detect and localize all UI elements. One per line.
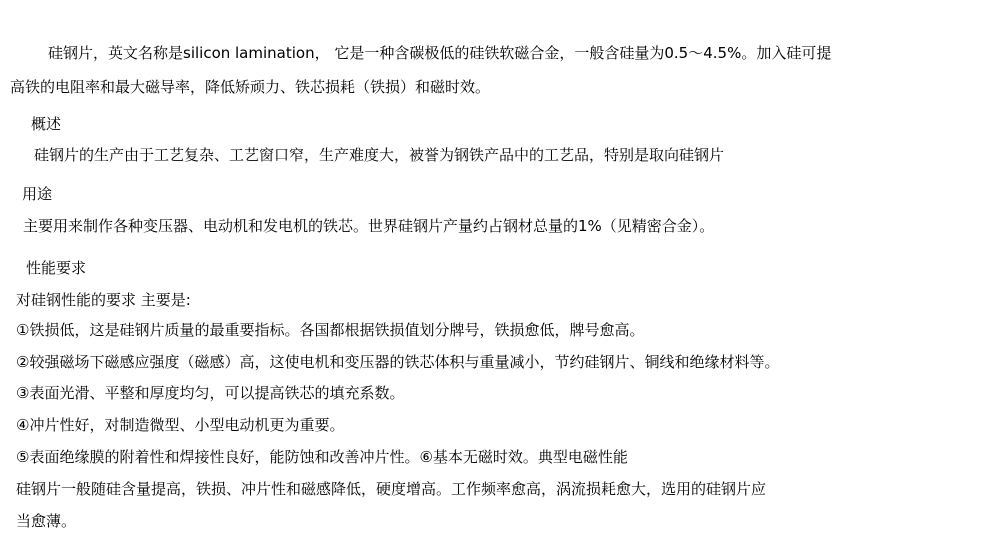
performance-heading: 性能要求: [26, 259, 87, 277]
performance-item-2: ②较强磁场下磁感应强度（磁感）高，这使电机和变压器的铁芯体积与重量减小，节约硅钢片、铜线和绝缘材料等。: [16, 353, 780, 371]
performance-closing-line-1: 硅钢片一般随硅含量提高，铁损、冲片性和磁感降低，硬度增高。工作频率愈高，涡流损耗愈大，选用的硅钢片应: [16, 480, 767, 498]
performance-item-4: ④冲片性好，对制造微型、小型电动机更为重要。: [16, 416, 345, 434]
performance-item-5: ⑤表面绝缘膜的附着性和焊接性良好，能防蚀和改善冲片性。⑥基本无磁时效。典型电磁性能: [16, 448, 628, 466]
performance-intro: 对硅钢性能的要求 主要是:: [16, 291, 191, 309]
overview-text: 硅钢片的生产由于工艺复杂、工艺窗口窄，生产难度大，被誉为钢铁产品中的工艺品，特别是取向硅钢片: [34, 146, 725, 164]
usage-text: 主要用来制作各种变压器、电动机和发电机的铁芯。世界硅钢片产量约占钢材总量的1%（见精密合金）。: [23, 217, 715, 235]
intro-line-2: 高铁的电阻率和最大磁导率，降低矫顽力、铁芯损耗（铁损）和磁时效。: [10, 78, 491, 96]
performance-item-1: ①铁损低，这是硅钢片质量的最重要指标。各国都根据铁损值划分牌号，铁损愈低，牌号愈高。: [16, 321, 645, 339]
performance-item-3: ③表面光滑、平整和厚度均匀，可以提高铁芯的填充系数。: [16, 384, 405, 402]
performance-closing-line-2: 当愈薄。: [16, 512, 77, 530]
overview-heading: 概述: [31, 115, 62, 133]
intro-line-1: 硅钢片，英文名称是silicon lamination， 它是一种含碳极低的硅铁软磁合金，一般含硅量为0.5～4.5%。加入硅可提: [48, 44, 832, 62]
usage-heading: 用途: [22, 185, 53, 203]
